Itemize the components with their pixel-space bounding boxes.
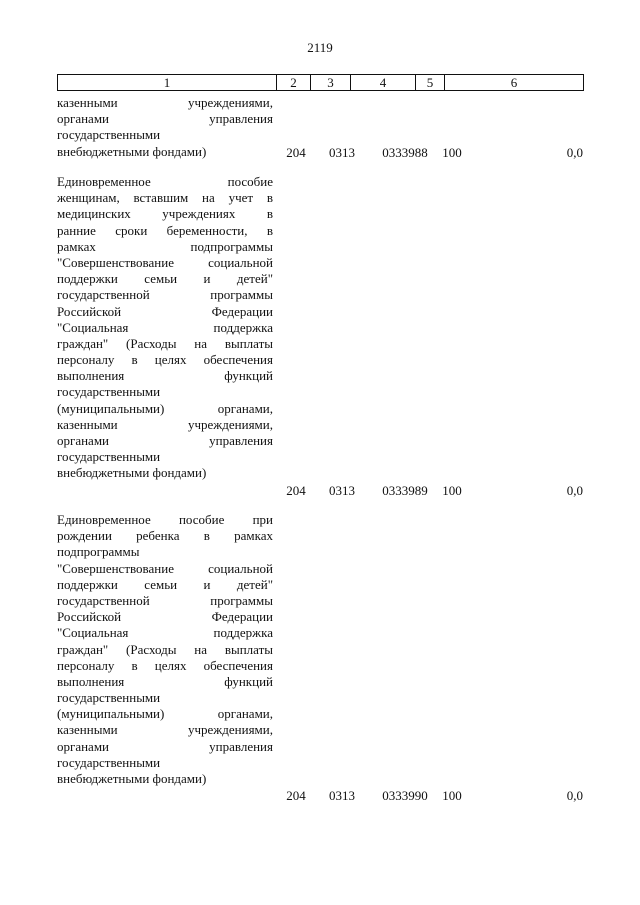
description-line: органами управления bbox=[57, 433, 273, 448]
row-description bbox=[57, 512, 273, 787]
description-line: граждан" (Расходы на выплаты bbox=[57, 641, 273, 657]
column-header-3: 3 bbox=[311, 75, 351, 91]
description-line: рамках подпрограммы bbox=[57, 238, 273, 254]
description-line: женщинам, вставшим на учет в bbox=[57, 190, 273, 206]
target-article-code: 0333989 bbox=[382, 483, 428, 498]
description-line: "Социальная поддержка bbox=[57, 319, 273, 335]
amount-value: 0,0 bbox=[566, 788, 583, 803]
description-line: внебюджетными фондами) bbox=[57, 465, 207, 481]
subsection-code: 0313 bbox=[329, 483, 355, 498]
description-line: внебюджетными фондами) bbox=[57, 771, 207, 786]
description-line: государственной программы bbox=[57, 287, 273, 303]
row-description bbox=[57, 95, 273, 160]
description-line: государственными bbox=[57, 754, 161, 770]
description-line: казенными учреждениями, bbox=[57, 95, 273, 110]
column-header-2: 2 bbox=[277, 75, 311, 91]
description-line: казенными учреждениями, bbox=[57, 722, 273, 738]
description-line: подпрограммы bbox=[57, 544, 140, 560]
description-line: персоналу в целях обеспечения bbox=[57, 352, 273, 368]
description-line: государственными bbox=[57, 127, 161, 143]
expense-type-code: 100 bbox=[442, 788, 462, 803]
row-description bbox=[57, 174, 273, 482]
description-line: выполнения функций bbox=[57, 673, 273, 689]
description-line: внебюджетными фондами) bbox=[57, 143, 207, 159]
description-line: Единовременное пособие bbox=[57, 174, 273, 189]
description-line: государственной программы bbox=[57, 592, 273, 608]
page-number: 2119 bbox=[307, 40, 333, 55]
description-line: (муниципальными) органами, bbox=[57, 400, 273, 416]
description-line: государственными bbox=[57, 384, 161, 400]
description-line: рождении ребенка в рамках bbox=[57, 528, 273, 544]
description-line: (муниципальными) органами, bbox=[57, 706, 273, 722]
description-line: поддержки семьи и детей" bbox=[57, 271, 273, 287]
description-line: персоналу в целях обеспечения bbox=[57, 657, 273, 673]
description-line: ранние сроки беременности, в bbox=[57, 222, 273, 238]
description-line: государственными bbox=[57, 690, 161, 706]
section-code: 204 bbox=[286, 483, 306, 498]
description-line: государственными bbox=[57, 449, 161, 465]
description-line: Российской Федерации bbox=[57, 303, 273, 319]
description-line: Российской Федерации bbox=[57, 609, 273, 625]
description-line: органами управления bbox=[57, 738, 273, 754]
subsection-code: 0313 bbox=[329, 145, 355, 160]
description-line: медицинских учреждениях в bbox=[57, 206, 273, 222]
expense-type-code: 100 bbox=[442, 483, 462, 498]
amount-value: 0,0 bbox=[566, 483, 583, 498]
column-header-5: 5 bbox=[416, 75, 445, 91]
section-code: 204 bbox=[286, 145, 306, 160]
description-line: "Совершенствование социальной bbox=[57, 560, 273, 576]
section-code: 204 bbox=[286, 788, 306, 803]
description-line: Единовременное пособие при bbox=[57, 512, 273, 527]
column-header-6: 6 bbox=[445, 75, 584, 91]
description-line: "Совершенствование социальной bbox=[57, 254, 273, 270]
target-article-code: 0333990 bbox=[382, 788, 428, 803]
column-header-1: 1 bbox=[58, 75, 277, 91]
description-line: "Социальная поддержка bbox=[57, 625, 273, 641]
description-line: казенными учреждениями, bbox=[57, 416, 273, 432]
description-line: граждан" (Расходы на выплаты bbox=[57, 335, 273, 351]
subsection-code: 0313 bbox=[329, 788, 355, 803]
column-header-4: 4 bbox=[351, 75, 416, 91]
amount-value: 0,0 bbox=[566, 145, 583, 160]
description-line: органами управления bbox=[57, 111, 273, 127]
description-line: выполнения функций bbox=[57, 368, 273, 384]
target-article-code: 0333988 bbox=[382, 145, 428, 160]
expense-type-code: 100 bbox=[442, 145, 462, 160]
column-header-row bbox=[57, 74, 584, 91]
description-line: поддержки семьи и детей" bbox=[57, 576, 273, 592]
